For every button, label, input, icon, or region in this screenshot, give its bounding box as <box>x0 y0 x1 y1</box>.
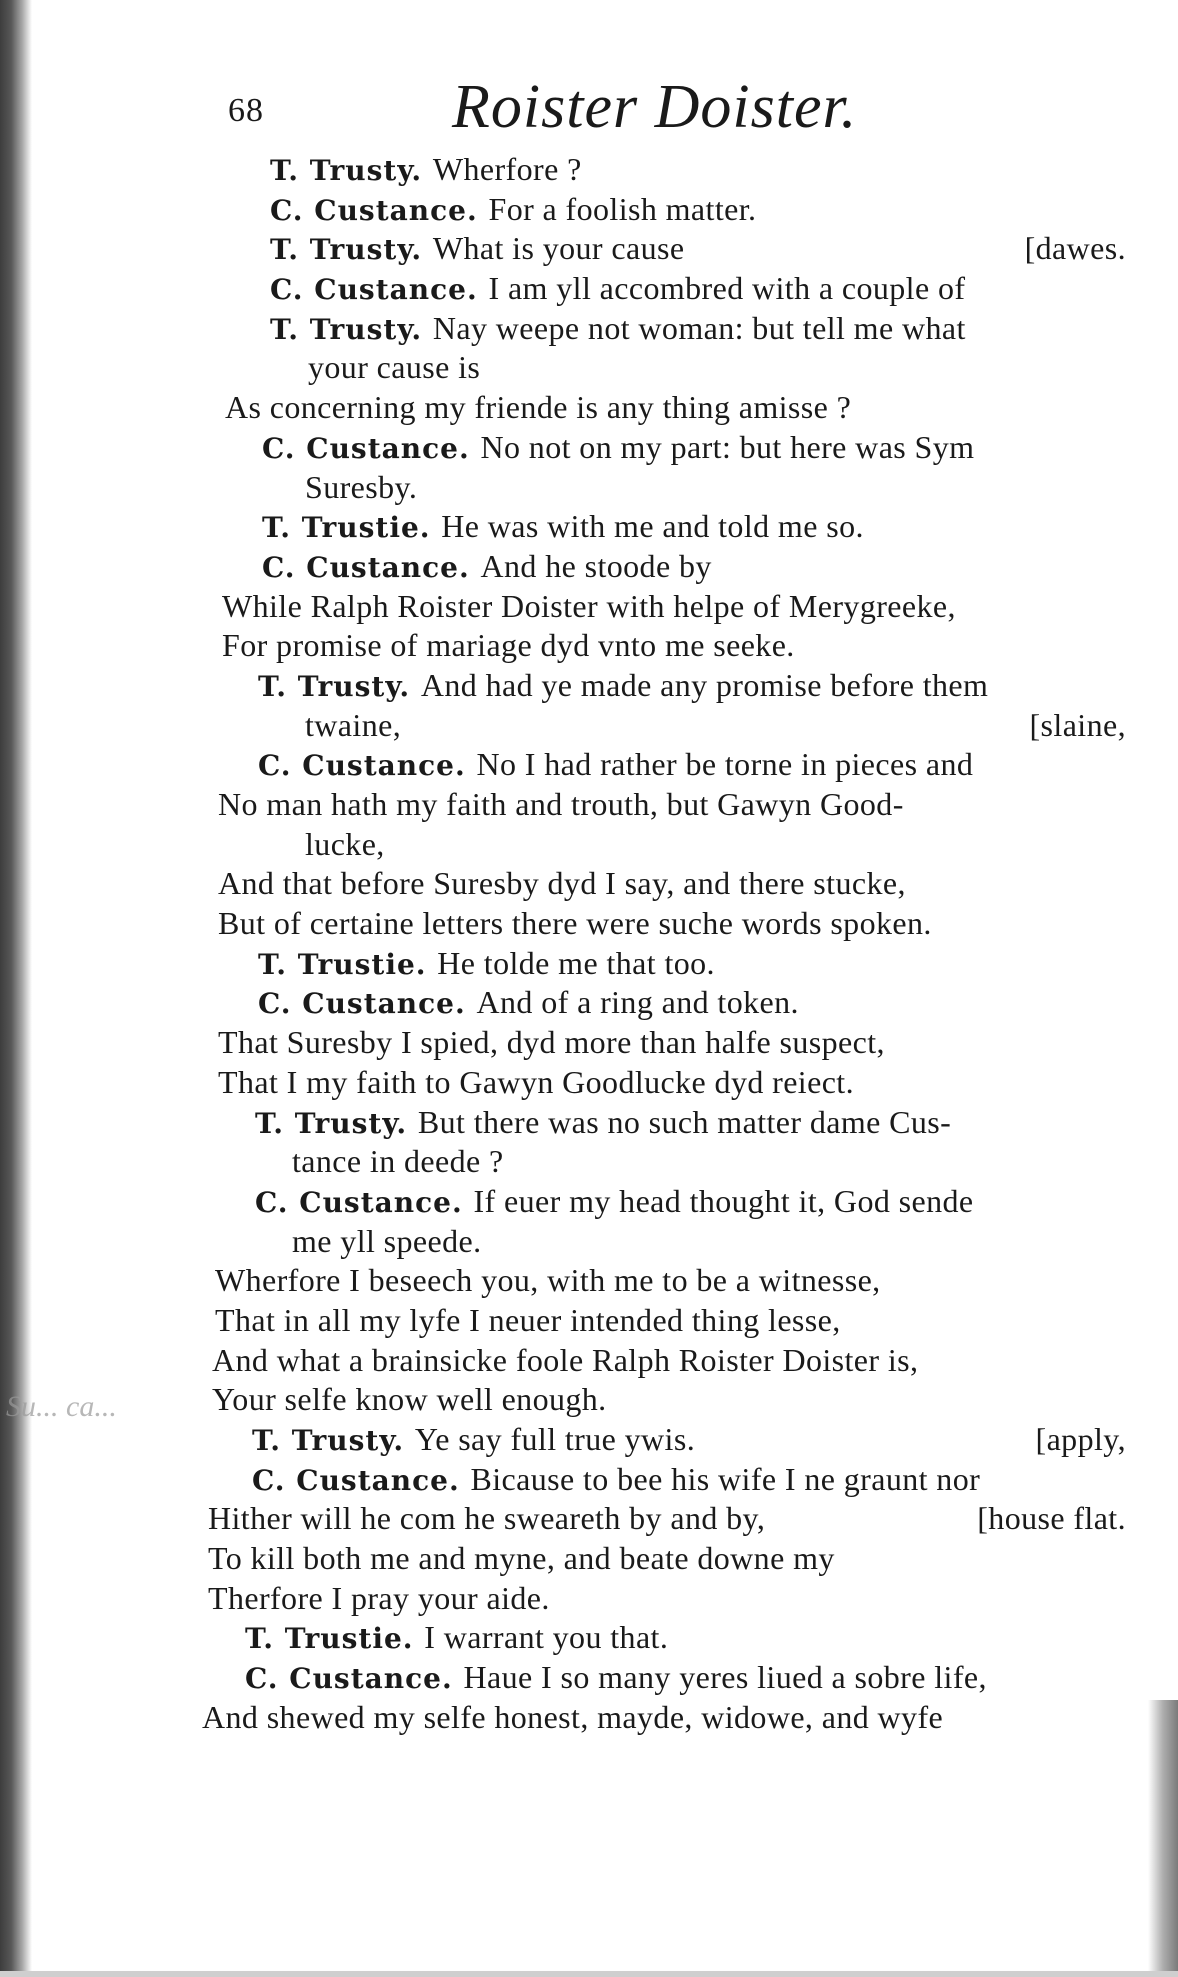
line-text: If euer my head thought it, God sende <box>473 1182 974 1219</box>
text-line <box>0 1301 1178 1341</box>
line-body <box>215 1261 881 1301</box>
line-text: I am yll accombred with a couple of <box>488 270 966 307</box>
line-text: As concerning my friende is any thing amisse ? <box>225 389 852 426</box>
margin-annotation: Su... ca... <box>6 1390 117 1423</box>
text-line <box>0 983 1178 1023</box>
text-line <box>0 1222 1178 1262</box>
line-body <box>270 229 684 270</box>
speaker-label: T. Trusty. <box>252 1424 415 1457</box>
line-body <box>270 309 966 350</box>
line-text: And had ye made any promise before them <box>420 666 989 703</box>
line-body <box>292 1222 482 1262</box>
line-body <box>252 1460 980 1501</box>
line-body <box>258 944 715 985</box>
line-text: Wherfore ? <box>432 151 582 187</box>
text-line <box>0 864 1178 904</box>
text-line <box>0 428 1178 468</box>
line-text: Nay weepe not woman: but tell me what <box>432 309 966 346</box>
turnover-text: [dawes. <box>1024 230 1126 267</box>
text-line <box>0 1261 1178 1301</box>
running-title: Roister Doister. <box>452 73 858 141</box>
line-text: Your selfe know well enough. <box>212 1381 607 1418</box>
line-text: lucke, <box>305 825 385 862</box>
speaker-label: C. Custance. <box>270 193 489 227</box>
speaker-label: T. Trustie. <box>262 511 442 545</box>
line-body <box>218 904 932 944</box>
line-text: Wherfore I beseech you, with me to be a witnesse, <box>215 1262 881 1299</box>
speaker-label: C. Custance. <box>262 550 481 584</box>
speaker-label: C. Custance. <box>262 431 481 465</box>
line-text: Ye say full true ywis. <box>414 1421 696 1457</box>
line-text: And that before Suresby dyd I say, and there stucke, <box>218 865 906 902</box>
line-body <box>222 587 956 627</box>
text-line <box>0 666 1178 706</box>
text-line <box>0 269 1178 309</box>
line-body <box>208 1499 765 1539</box>
text-line <box>0 1539 1178 1579</box>
text-line <box>0 1499 1178 1539</box>
text-line <box>0 1341 1178 1381</box>
text-line <box>0 1698 1178 1738</box>
page-header <box>0 72 1178 152</box>
text-line <box>0 944 1178 984</box>
speaker-label: T. Trusty. <box>258 669 421 703</box>
line-body <box>308 348 480 388</box>
line-text: Haue I so many yeres liued a sobre life, <box>463 1659 987 1696</box>
text-line <box>0 229 1178 269</box>
line-body <box>305 706 401 746</box>
turnover-text: [slaine, <box>1029 706 1126 743</box>
text-line <box>0 468 1178 508</box>
speaker-label: T. Trusty. <box>270 154 433 187</box>
line-body <box>305 468 417 508</box>
line-text: And he stoode by <box>480 547 712 584</box>
text-line <box>0 1658 1178 1698</box>
text-line <box>0 706 1178 746</box>
line-body <box>270 150 582 191</box>
line-text: No not on my part: but here was Sym <box>480 428 975 465</box>
line-body <box>258 983 799 1024</box>
line-text: To kill both me and myne, and beate downe my <box>208 1540 835 1577</box>
line-text: That in all my lyfe I neuer intended thing lesse, <box>215 1301 841 1338</box>
line-body <box>258 745 973 786</box>
text-line <box>0 1023 1178 1063</box>
line-body <box>218 1023 885 1063</box>
line-text: He was with me and told me so. <box>441 508 864 545</box>
text-line <box>0 190 1178 230</box>
text-line <box>0 1142 1178 1182</box>
line-body <box>255 1182 974 1223</box>
line-text: That Suresby I spied, dyd more than halfe suspect, <box>218 1024 885 1061</box>
text-line <box>0 825 1178 865</box>
line-text: That I my faith to Gawyn Goodlucke dyd reiect. <box>218 1063 854 1100</box>
text-line <box>0 626 1178 666</box>
speaker-label: C. Custance. <box>252 1463 471 1497</box>
text-line <box>0 1420 1178 1460</box>
line-text: While Ralph Roister Doister with helpe of Merygreeke, <box>222 587 956 624</box>
line-body <box>255 1103 951 1144</box>
line-text: For a foolish matter. <box>488 190 757 227</box>
speaker-label: T. Trusty. <box>255 1106 418 1140</box>
line-body <box>305 825 385 865</box>
turnover-text: [apply, <box>1035 1421 1126 1457</box>
line-body <box>262 428 974 469</box>
line-body <box>262 507 864 548</box>
line-body <box>212 1341 918 1381</box>
line-body <box>245 1618 668 1659</box>
line-body <box>222 626 795 666</box>
line-text: Bicause to bee his wife I ne graunt nor <box>470 1460 981 1497</box>
line-text: Suresby. <box>305 468 418 505</box>
text-line <box>0 785 1178 825</box>
speaker-label: C. Custance. <box>245 1662 464 1696</box>
text-line <box>0 348 1178 388</box>
speaker-label: T. Trustie. <box>258 947 438 981</box>
text-line <box>0 507 1178 547</box>
text-line <box>0 1063 1178 1103</box>
line-text: But of certaine letters there were suche words spoken. <box>218 905 932 942</box>
text-line <box>0 150 1178 190</box>
line-body <box>218 785 904 825</box>
line-text: Hither will he com he sweareth by and by, <box>208 1500 766 1537</box>
line-text: No I had rather be torne in pieces and <box>476 746 974 783</box>
line-body <box>292 1142 504 1182</box>
line-text: But there was no such matter dame Cus- <box>417 1103 952 1140</box>
text-line <box>0 388 1178 428</box>
line-body <box>262 547 712 588</box>
line-body <box>212 1380 607 1420</box>
text-line <box>0 587 1178 627</box>
text-line <box>0 547 1178 587</box>
text-line <box>0 1182 1178 1222</box>
speaker-label: T. Trusty. <box>270 233 433 267</box>
line-text: No man hath my faith and trouth, but Gawyn Good- <box>218 786 904 822</box>
speaker-label: C. Custance. <box>255 1185 474 1219</box>
line-body <box>225 388 851 428</box>
line-body <box>252 1420 695 1461</box>
line-body <box>270 269 965 310</box>
speaker-label: C. Custance. <box>270 273 489 307</box>
line-text: tance in deede ? <box>292 1143 504 1180</box>
line-body <box>202 1698 943 1738</box>
line-text: What is your cause <box>432 230 685 267</box>
line-text: I warrant you that. <box>424 1619 669 1656</box>
text-line <box>0 745 1178 785</box>
text-line <box>0 904 1178 944</box>
page-number: 68 <box>228 92 264 129</box>
speaker-label: C. Custance. <box>258 987 477 1021</box>
text-line <box>0 1460 1178 1500</box>
line-text: Therfore I pray your aide. <box>208 1579 550 1616</box>
line-text: your cause is <box>308 349 481 386</box>
text-line <box>0 1618 1178 1658</box>
line-text: me yll speede. <box>292 1222 482 1259</box>
line-text: He tolde me that too. <box>437 944 715 981</box>
line-text: For promise of mariage dyd vnto me seeke. <box>222 627 795 664</box>
play-text <box>0 150 1178 1738</box>
speaker-label: T. Trusty. <box>270 312 433 346</box>
line-body <box>208 1579 550 1619</box>
line-body <box>215 1301 841 1341</box>
line-body <box>208 1539 835 1579</box>
line-text: And shewed my selfe honest, mayde, widowe, and wyfe <box>202 1698 944 1735</box>
line-text: And of a ring and token. <box>476 984 799 1021</box>
line-body <box>218 864 906 904</box>
line-body <box>270 190 756 231</box>
speaker-label: T. Trustie. <box>245 1622 425 1656</box>
line-body <box>245 1658 987 1699</box>
line-text: twaine, <box>305 706 402 743</box>
line-text: And what a brainsicke foole Ralph Roister Doister is, <box>212 1341 919 1378</box>
text-line <box>0 1380 1178 1420</box>
text-line <box>0 309 1178 349</box>
text-line <box>0 1103 1178 1143</box>
line-body <box>218 1063 854 1103</box>
text-line <box>0 1579 1178 1619</box>
line-body <box>258 666 988 707</box>
turnover-text: [house flat. <box>977 1500 1126 1537</box>
speaker-label: C. Custance. <box>258 749 477 783</box>
